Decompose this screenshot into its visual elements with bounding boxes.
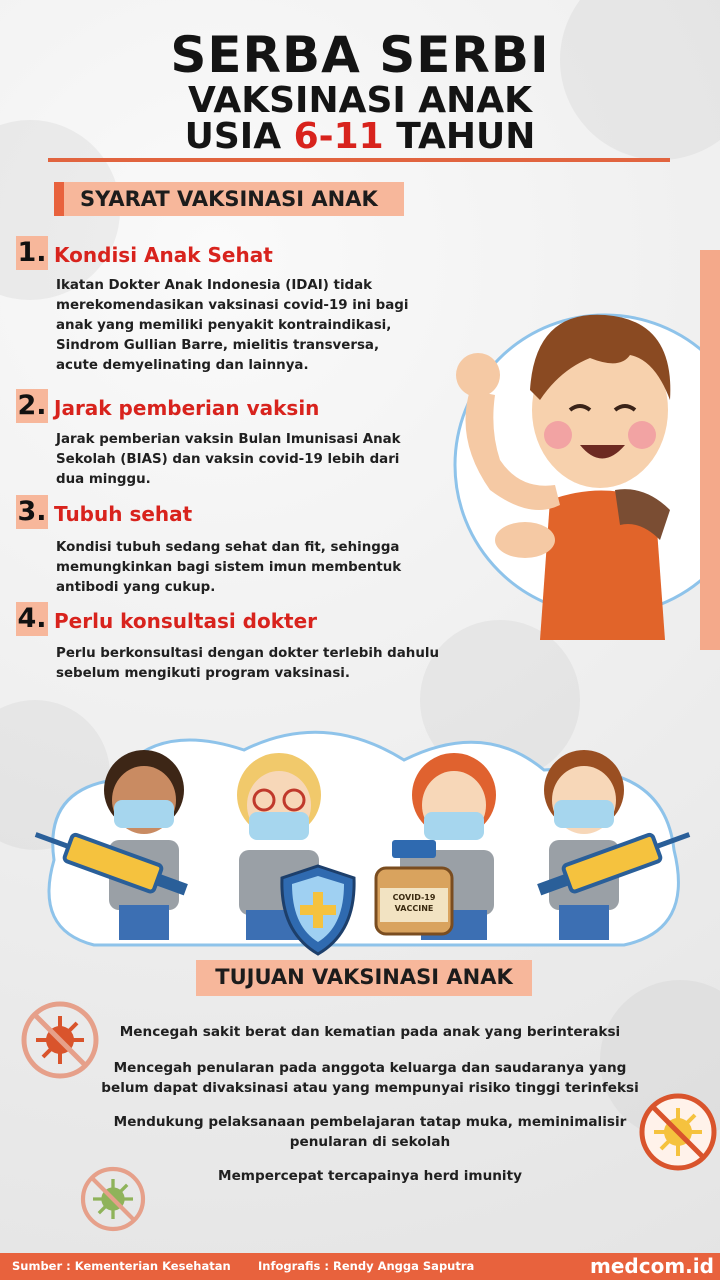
item-2-number: 2. bbox=[17, 390, 47, 421]
footer-source: Sumber : Kementerian Kesehatan bbox=[12, 1259, 231, 1273]
title-line-2: VAKSINASI ANAK bbox=[187, 80, 533, 121]
title-line-1: SERBA SERBI bbox=[170, 26, 550, 84]
tujuan-heading: TUJUAN VAKSINASI ANAK bbox=[215, 965, 513, 989]
footer-bar bbox=[0, 1253, 720, 1280]
goal-1-line: Mencegah sakit berat dan kematian pada anak yang berinteraksi bbox=[119, 1024, 621, 1040]
item-1-desc-line: merekomendasikan vaksinasi covid-19 ini bagi bbox=[56, 298, 409, 313]
item-4-number: 4. bbox=[17, 603, 47, 634]
item-3-desc-line: Kondisi tubuh sedang sehat dan fit, sehingga bbox=[56, 540, 400, 555]
item-1-desc-line: Ikatan Dokter Anak Indonesia (IDAI) tidak bbox=[56, 278, 373, 293]
goal-2 bbox=[90, 1058, 650, 1098]
virus-crossed-icon bbox=[636, 1090, 720, 1174]
flexing-boy-illustration bbox=[430, 240, 720, 660]
item-2-desc-line: dua minggu. bbox=[56, 472, 151, 487]
item-3-desc-line: memungkinkan bagi sistem imun membentuk bbox=[56, 560, 402, 575]
goal-2-line: Mencegah penularan pada anggota keluarga dan saudaranya yang bbox=[113, 1060, 627, 1076]
shield-plus-icon bbox=[276, 862, 360, 958]
item-1-title: Kondisi Anak Sehat bbox=[54, 243, 273, 267]
title-line-3 bbox=[0, 116, 720, 157]
item-1-desc-line: Sindrom Gullian Barre, mielitis transversa, bbox=[56, 338, 380, 353]
item-2-desc-line: Sekolah (BIAS) dan vaksin covid-19 lebih dari bbox=[56, 452, 400, 467]
title-line-3-pre: USIA bbox=[184, 116, 294, 157]
item-4-title: Perlu konsultasi dokter bbox=[54, 609, 318, 633]
vaccine-label-line-1: COVID-19 bbox=[392, 893, 436, 902]
goal-3 bbox=[90, 1112, 650, 1152]
item-4-desc-line: Perlu berkonsultasi dengan dokter terlebih dahulu bbox=[56, 646, 439, 661]
item-4-desc-line: sebelum mengikuti program vaksinasi. bbox=[56, 666, 350, 681]
virus-crossed-icon bbox=[18, 998, 102, 1082]
title-divider bbox=[48, 158, 670, 162]
item-2-title: Jarak pemberian vaksin bbox=[54, 396, 320, 420]
goal-2-line: belum dapat divaksinasi atau yang mempunyai risiko tinggi terinfeksi bbox=[101, 1080, 639, 1096]
item-1-desc bbox=[56, 276, 426, 376]
tujuan-heading-tag bbox=[196, 960, 532, 996]
goal-3-line: Mendukung pelaksanaan pembelajaran tatap muka, meminimalisir bbox=[113, 1114, 627, 1130]
footer-brand-logo[interactable]: medcom.id bbox=[590, 1254, 714, 1278]
item-4-desc bbox=[56, 644, 456, 684]
goal-4-line: Mempercepat tercapainya herd imunity bbox=[218, 1168, 522, 1184]
title-line-3-post: TAHUN bbox=[383, 116, 536, 157]
item-1-desc-line: acute demyelinating dan lainnya. bbox=[56, 358, 309, 373]
item-3-title: Tubuh sehat bbox=[54, 502, 193, 526]
syringe-icon bbox=[525, 820, 695, 910]
goal-3-line: penularan di sekolah bbox=[289, 1134, 451, 1150]
item-1-number: 1. bbox=[17, 237, 47, 268]
syringe-icon bbox=[30, 820, 200, 910]
title-age-highlight: 6-11 bbox=[293, 116, 384, 157]
item-2-desc bbox=[56, 430, 426, 490]
vaccine-bottle-label bbox=[380, 892, 448, 914]
item-3-desc bbox=[56, 538, 426, 598]
footer-credit: Infografis : Rendy Angga Saputra bbox=[258, 1259, 475, 1273]
item-2-desc-line: Jarak pemberian vaksin Bulan Imunisasi Anak bbox=[56, 432, 401, 447]
vaccine-bottle-icon bbox=[370, 838, 458, 938]
item-1-desc-line: anak yang memiliki penyakit kontraindikasi, bbox=[56, 318, 392, 333]
vaccine-label-line-2: VACCINE bbox=[394, 904, 434, 913]
syarat-heading: SYARAT VAKSINASI ANAK bbox=[80, 187, 378, 211]
item-3-number: 3. bbox=[17, 496, 47, 527]
syarat-heading-bar bbox=[54, 182, 64, 216]
goal-4 bbox=[90, 1166, 650, 1186]
virus-crossed-icon bbox=[78, 1164, 148, 1234]
item-3-desc-line: antibodi yang cukup. bbox=[56, 580, 216, 595]
syarat-heading-tag bbox=[54, 182, 404, 216]
goal-1 bbox=[90, 1022, 650, 1042]
